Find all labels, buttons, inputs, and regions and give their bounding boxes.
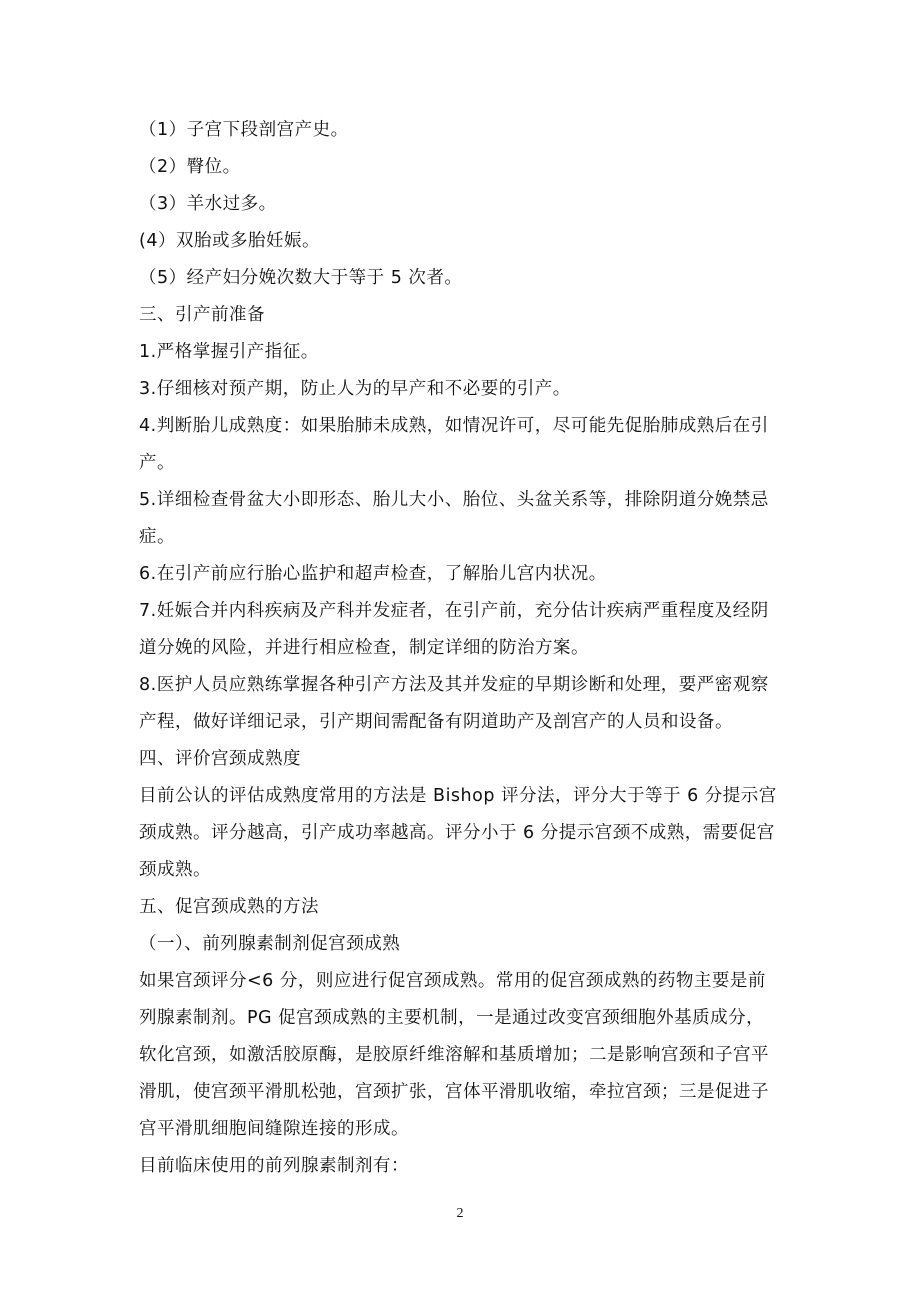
text-line: 6.在引产前应行胎心监护和超声检查，了解胎儿宫内状况。 xyxy=(139,564,607,584)
text-line: 5.详细检查骨盆大小即形态、胎儿大小、胎位、头盆关系等，排除阴道分娩禁忌 xyxy=(139,490,769,510)
text-line: 颈成熟。 xyxy=(139,860,211,880)
text-line: 目前公认的评估成熟度常用的方法是 Bishop 评分法，评分大于等于 6 分提示宫 xyxy=(139,786,777,806)
text-line: 软化宫颈，如激活胶原酶，是胶原纤维溶解和基质增加；二是影响宫颈和子宫平 xyxy=(139,1045,769,1065)
text-line: 宫平滑肌细胞间缝隙连接的形成。 xyxy=(139,1119,409,1139)
text-line: 目前临床使用的前列腺素制剂有： xyxy=(139,1156,409,1176)
text-line: 4.判断胎儿成熟度：如果胎肺未成熟，如情况许可，尽可能先促胎肺成熟后在引 xyxy=(139,416,769,436)
section-heading: 四、评价宫颈成熟度 xyxy=(139,749,301,769)
text-line: 颈成熟。评分越高，引产成功率越高。评分小于 6 分提示宫颈不成熟，需要促宫 xyxy=(139,823,775,843)
text-line: （2）臀位。 xyxy=(139,157,241,177)
text-line: 道分娩的风险，并进行相应检查，制定详细的防治方案。 xyxy=(139,638,589,658)
text-line: (4）双胎或多胎妊娠。 xyxy=(139,231,320,251)
text-line: 3.仔细核对预产期，防止人为的早产和不必要的引产。 xyxy=(139,379,571,399)
text-line: 产。 xyxy=(139,453,175,473)
text-line: （5）经产妇分娩次数大于等于 5 次者。 xyxy=(139,268,463,288)
text-line: 症。 xyxy=(139,527,175,547)
text-line: 8.医护人员应熟练掌握各种引产方法及其并发症的早期诊断和处理，要严密观察 xyxy=(139,675,769,695)
text-line: （1）子宫下段剖宫产史。 xyxy=(139,120,349,140)
text-line: 7.妊娠合并内科疾病及产科并发症者，在引产前，充分估计疾病严重程度及经阴 xyxy=(139,601,769,621)
text-line: 列腺素制剂。PG 促宫颈成熟的主要机制，一是通过改变宫颈细胞外基质成分， xyxy=(139,1008,765,1028)
text-line: （3）羊水过多。 xyxy=(139,194,277,214)
document-body xyxy=(139,112,784,1185)
text-line: 滑肌，使宫颈平滑肌松弛，宫颈扩张，宫体平滑肌收缩，牵拉宫颈；三是促进子 xyxy=(139,1082,769,1102)
text-block xyxy=(139,112,784,1185)
text-line: 1.严格掌握引产指征。 xyxy=(139,342,319,362)
page-number: 2 xyxy=(456,1206,464,1221)
text-line: 产程，做好详细记录，引产期间需配备有阴道助产及剖宫产的人员和设备。 xyxy=(139,712,733,732)
section-heading: 五、促宫颈成熟的方法 xyxy=(139,897,319,917)
subsection-heading: （一）、前列腺素制剂促宫颈成熟 xyxy=(139,934,401,954)
section-heading: 三、引产前准备 xyxy=(139,305,265,325)
text-line: 如果宫颈评分<6 分，则应进行促宫颈成熟。常用的促宫颈成熟的药物主要是前 xyxy=(139,971,766,991)
